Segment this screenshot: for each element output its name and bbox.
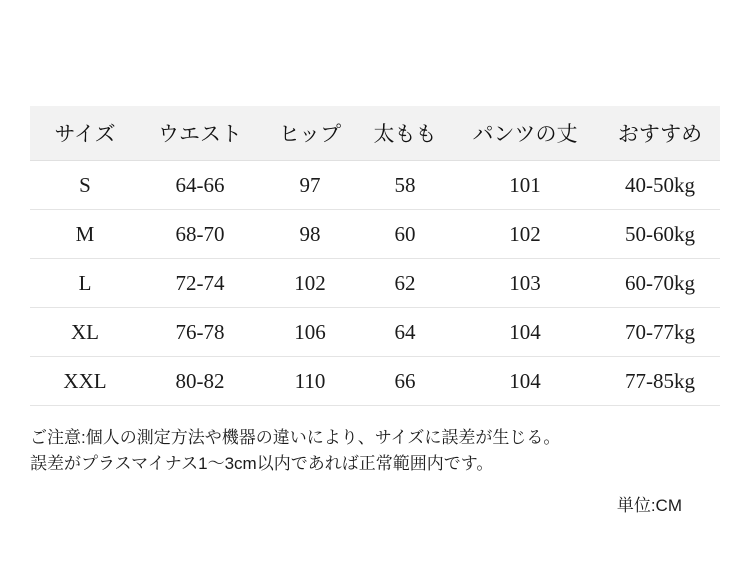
table-row (30, 308, 720, 357)
column-header-pants-length: パンツの丈 (450, 106, 600, 161)
cell-hip: 106 (260, 308, 360, 357)
column-header-waist: ウエスト (140, 106, 260, 161)
cell-recommended: 70-77kg (600, 308, 720, 357)
cell-recommended: 77-85kg (600, 357, 720, 406)
cell-thigh: 62 (360, 259, 450, 308)
cell-size: S (30, 161, 140, 210)
cell-pants-length: 104 (450, 308, 600, 357)
cell-thigh: 66 (360, 357, 450, 406)
cell-hip: 98 (260, 210, 360, 259)
note-line-2: 誤差がプラスマイナス1〜3cm以内であれば正常範囲内です。 (30, 454, 494, 473)
column-header-hip: ヒップ (260, 106, 360, 161)
cell-thigh: 64 (360, 308, 450, 357)
cell-waist: 76-78 (140, 308, 260, 357)
notes-section (30, 425, 720, 516)
cell-recommended: 60-70kg (600, 259, 720, 308)
column-header-recommended: おすすめ (600, 106, 720, 161)
size-table-head (30, 106, 720, 161)
table-row (30, 357, 720, 406)
cell-hip: 110 (260, 357, 360, 406)
size-table-container (30, 106, 720, 406)
cell-pants-length: 104 (450, 357, 600, 406)
cell-thigh: 60 (360, 210, 450, 259)
size-table-body (30, 161, 720, 406)
table-row (30, 210, 720, 259)
column-header-thigh: 太もも (360, 106, 450, 161)
cell-hip: 102 (260, 259, 360, 308)
cell-hip: 97 (260, 161, 360, 210)
cell-pants-length: 103 (450, 259, 600, 308)
column-header-size: サイズ (30, 106, 140, 161)
cell-size: XL (30, 308, 140, 357)
cell-waist: 64-66 (140, 161, 260, 210)
table-header-row (30, 106, 720, 161)
cell-waist: 72-74 (140, 259, 260, 308)
cell-thigh: 58 (360, 161, 450, 210)
cell-waist: 68-70 (140, 210, 260, 259)
cell-recommended: 50-60kg (600, 210, 720, 259)
cell-waist: 80-82 (140, 357, 260, 406)
table-row (30, 259, 720, 308)
size-table (30, 106, 720, 406)
cell-pants-length: 101 (450, 161, 600, 210)
note-line-1: ご注意:個人の測定方法や機器の違いにより、サイズに誤差が生じる。 (30, 428, 561, 447)
cell-size: L (30, 259, 140, 308)
cell-recommended: 40-50kg (600, 161, 720, 210)
cell-size: M (30, 210, 140, 259)
table-row (30, 161, 720, 210)
cell-pants-length: 102 (450, 210, 600, 259)
unit-label: 単位:CM (616, 496, 682, 515)
cell-size: XXL (30, 357, 140, 406)
